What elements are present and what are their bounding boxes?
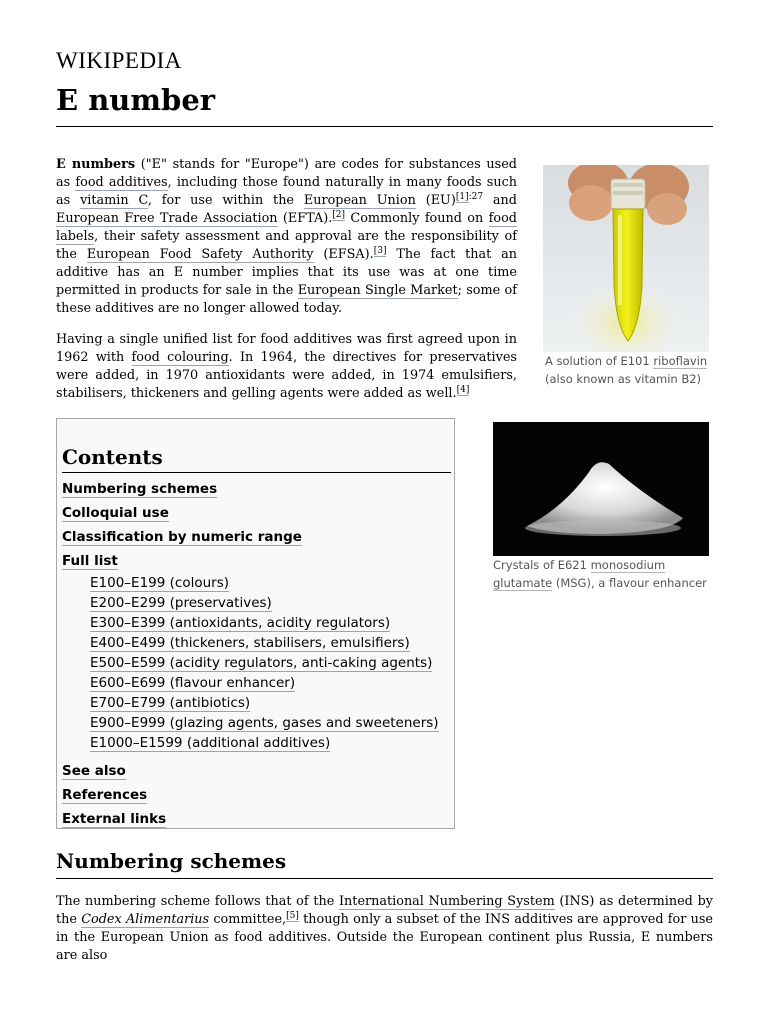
text: The numbering scheme follows that of the bbox=[56, 894, 339, 909]
text: , for use within the bbox=[147, 193, 304, 208]
toc-link-external-links[interactable]: External links bbox=[62, 811, 167, 827]
citation-link-4[interactable]: [4] bbox=[456, 385, 470, 395]
link-codex-alimentarius[interactable]: Codex Alimentarius bbox=[81, 912, 210, 927]
caption-text: (also known as vitamin B2) bbox=[545, 372, 702, 386]
figure-msg bbox=[493, 422, 709, 592]
toc-link-e500[interactable]: E500–E599 (acidity regulators, anti-caking agents) bbox=[90, 655, 433, 671]
riboflavin-tube-image[interactable] bbox=[543, 165, 709, 352]
link-food-additives[interactable]: food additives bbox=[75, 175, 168, 190]
toc-item bbox=[62, 501, 439, 525]
text: (INS) as determined by the bbox=[56, 894, 714, 927]
link-european-union[interactable]: European Union bbox=[303, 193, 416, 208]
intro-paragraph-2 bbox=[56, 331, 517, 403]
citation-link-3[interactable]: [3] bbox=[373, 246, 387, 256]
text: Commonly found on bbox=[345, 211, 489, 226]
text: though only a subset of the INS additives are approved for use in the European Union as food additives. Outside the European continent plus Russia, E numbers are also bbox=[56, 912, 713, 963]
toc-link-e1000[interactable]: E1000–E1599 (additional additives) bbox=[90, 735, 331, 751]
figure-riboflavin bbox=[543, 165, 709, 388]
bold-term: E numbers bbox=[56, 157, 136, 172]
toc-link-see-also[interactable]: See also bbox=[62, 763, 126, 779]
citation-3 bbox=[374, 246, 387, 257]
toc-link-e400[interactable]: E400–E499 (thickeners, stabilisers, emulsifiers) bbox=[90, 635, 410, 651]
link-food-labels[interactable]: food labels bbox=[56, 211, 517, 244]
intro-paragraph-1 bbox=[56, 156, 517, 318]
toc-link-full-list[interactable]: Full list bbox=[62, 553, 118, 569]
wikipedia-wordmark[interactable]: WIKIPEDIA bbox=[56, 48, 182, 73]
text: The fact that an additive has an E number implies that its use was at one time permitted in products for sale in the bbox=[56, 247, 518, 298]
link-food-colouring[interactable]: food colouring bbox=[131, 350, 229, 365]
toc-item bbox=[62, 807, 439, 831]
toc-item bbox=[62, 759, 439, 783]
section-paragraph bbox=[56, 893, 713, 965]
citation-1 bbox=[456, 192, 483, 203]
toc-subitem bbox=[62, 613, 439, 633]
citation-4 bbox=[457, 385, 470, 396]
toc-item bbox=[62, 477, 439, 501]
toc-link-colloquial-use[interactable]: Colloquial use bbox=[62, 505, 169, 521]
toc-link-classification[interactable]: Classification by numeric range bbox=[62, 529, 302, 545]
section-heading-numbering-schemes: Numbering schemes bbox=[56, 849, 287, 873]
link-efsa[interactable]: European Food Safety Authority bbox=[86, 247, 314, 262]
link-riboflavin[interactable]: riboflavin bbox=[653, 354, 708, 368]
msg-crystals-image[interactable] bbox=[493, 422, 709, 556]
text: (EU) bbox=[415, 193, 456, 208]
toc-item bbox=[62, 783, 439, 807]
toc-subitem bbox=[62, 653, 439, 673]
section-divider bbox=[56, 878, 713, 879]
citation-link-2[interactable]: [2] bbox=[332, 210, 346, 220]
msg-crystals-illustration bbox=[493, 422, 709, 556]
toc-subitem bbox=[62, 733, 439, 753]
text: ; some of these additives are no longer allowed today. bbox=[56, 283, 517, 316]
citation-link-5[interactable]: [5] bbox=[286, 911, 299, 921]
toc-subitem bbox=[62, 693, 439, 713]
toc-divider bbox=[62, 472, 451, 473]
text: committee, bbox=[209, 912, 287, 927]
page-title: E number bbox=[56, 83, 216, 117]
toc-subitem bbox=[62, 713, 439, 733]
toc-link-references[interactable]: References bbox=[62, 787, 148, 803]
text: (EFTA). bbox=[277, 211, 333, 226]
figure-caption bbox=[543, 352, 709, 388]
toc-link-numbering-schemes[interactable]: Numbering schemes bbox=[62, 481, 218, 497]
toc-link-e100[interactable]: E100–E199 (colours) bbox=[90, 575, 230, 591]
citation-5 bbox=[286, 911, 299, 922]
toc-title: Contents bbox=[62, 445, 163, 469]
citation-page: :27 bbox=[468, 192, 484, 202]
toc-link-e300[interactable]: E300–E399 (antioxidants, acidity regulators) bbox=[90, 615, 391, 631]
link-ins[interactable]: International Numbering System bbox=[339, 894, 555, 909]
toc-link-e900[interactable]: E900–E999 (glazing agents, gases and sweeteners) bbox=[90, 715, 439, 731]
text: (EFSA). bbox=[313, 247, 374, 262]
text: and bbox=[483, 193, 517, 208]
link-efta[interactable]: European Free Trade Association bbox=[56, 211, 278, 226]
riboflavin-tube-illustration bbox=[543, 165, 709, 352]
toc-list bbox=[62, 477, 439, 831]
figure-caption bbox=[493, 556, 709, 592]
caption-text: Crystals of E621 bbox=[493, 558, 591, 572]
toc-item bbox=[62, 549, 439, 573]
text: Having a single unified list for food additives was first agreed upon in 1962 with bbox=[56, 332, 517, 365]
caption-text: A solution of E101 bbox=[545, 354, 654, 368]
citation-2 bbox=[332, 210, 345, 221]
toc-subitem bbox=[62, 573, 439, 593]
toc-link-e700[interactable]: E700–E799 (antibiotics) bbox=[90, 695, 251, 711]
toc-link-e600[interactable]: E600–E699 (flavour enhancer) bbox=[90, 675, 296, 691]
link-monosodium-glutamate[interactable]: monosodium glutamate bbox=[493, 558, 666, 590]
toc-subitem bbox=[62, 593, 439, 613]
title-divider bbox=[56, 126, 713, 127]
toc-link-e200[interactable]: E200–E299 (preservatives) bbox=[90, 595, 272, 611]
text: , their safety assessment and approval are the responsibility of the bbox=[56, 229, 517, 262]
text: ("E" stands for "Europe") are codes for substances used as bbox=[56, 157, 517, 190]
text: . In 1964, the directives for preservatives were added, in 1970 antioxidants were added, in 1974 emulsifiers, stabilisers, thickeners and gelling agents were added as well. bbox=[56, 350, 517, 401]
link-european-single-market[interactable]: European Single Market bbox=[297, 283, 458, 298]
toc-subitem bbox=[62, 673, 439, 693]
link-vitamin-c[interactable]: vitamin C bbox=[80, 193, 148, 208]
toc-subitem bbox=[62, 633, 439, 653]
caption-text: (MSG), a flavour enhancer bbox=[552, 576, 707, 590]
text: , including those found naturally in many foods such as bbox=[56, 175, 517, 208]
citation-link-1[interactable]: [1] bbox=[455, 192, 469, 202]
toc-item bbox=[62, 525, 439, 549]
table-of-contents bbox=[56, 418, 455, 829]
